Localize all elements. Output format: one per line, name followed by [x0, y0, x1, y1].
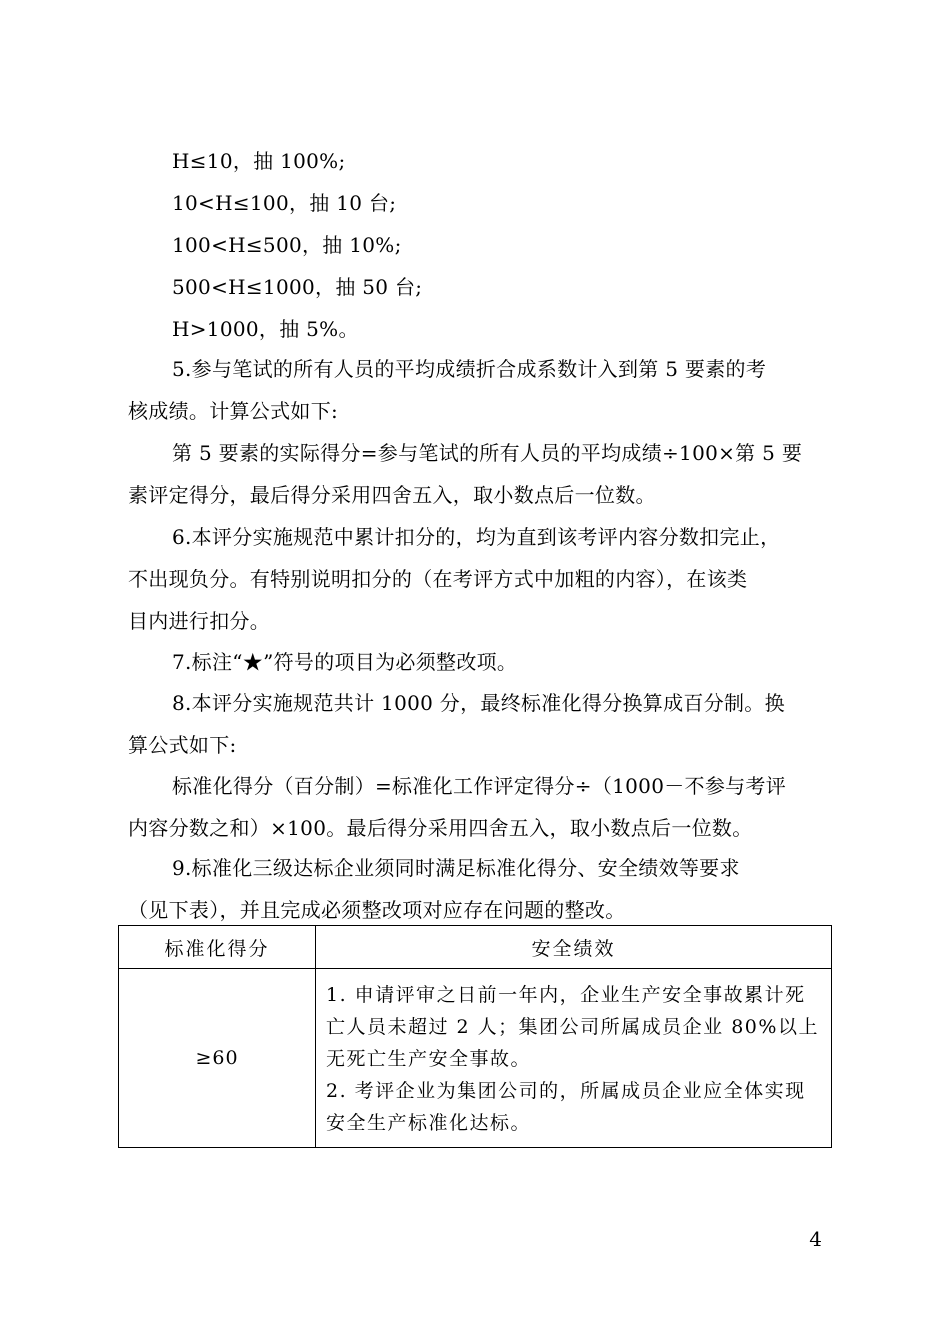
formula-5-line-1: 第 5 要素的实际得分=参与笔试的所有人员的平均成绩÷100×第 5 要: [172, 441, 803, 465]
standards-table: [118, 925, 832, 1148]
rule-line-h1: H≤10，抽 100%;: [172, 149, 346, 173]
rule-line-h2: 10<H≤100，抽 10 台;: [172, 191, 397, 215]
rule-line-h4: 500<H≤1000，抽 50 台;: [172, 275, 423, 299]
header-score: 标准化得分: [119, 926, 316, 969]
performance-item-1: 1. 申请评审之日前一年内，企业生产安全事故累计死亡人员未超过 2 人；集团公司所属成员企业 80%以上无死亡生产安全事故。: [326, 984, 819, 1070]
paragraph-6-line-3: 目内进行扣分。: [128, 609, 271, 633]
page-number: 4: [809, 1227, 822, 1251]
header-safety-performance: 安全绩效: [316, 926, 832, 969]
table-header-row: [119, 926, 832, 969]
performance-cell: [316, 969, 832, 1148]
paragraph-6-line-2: 不出现负分。有特别说明扣分的（在考评方式中加粗的内容），在该类: [128, 567, 748, 591]
paragraph-8-line-1: 8.本评分实施规范共计 1000 分，最终标准化得分换算成百分制。换: [172, 691, 785, 715]
paragraph-7: 7.标注“★”符号的项目为必须整改项。: [172, 650, 518, 674]
formula-8-line-2: 内容分数之和）×100。最后得分采用四舍五入，取小数点后一位数。: [128, 816, 753, 840]
paragraph-5-line-1: 5.参与笔试的所有人员的平均成绩折合成系数计入到第 5 要素的考: [172, 357, 767, 381]
paragraph-5-line-2: 核成绩。计算公式如下:: [128, 399, 339, 423]
rule-line-h5: H>1000，抽 5%。: [172, 317, 359, 341]
paragraph-9-line-1: 9.标准化三级达标企业须同时满足标准化得分、安全绩效等要求: [172, 856, 740, 880]
paragraph-8-line-2: 算公式如下:: [128, 733, 237, 757]
paragraph-6-line-1: 6.本评分实施规范中累计扣分的，均为直到该考评内容分数扣完止，: [172, 525, 781, 549]
rule-line-h3: 100<H≤500，抽 10%;: [172, 233, 402, 257]
formula-8-line-1: 标准化得分（百分制）=标准化工作评定得分÷（1000－不参与考评: [172, 774, 787, 798]
table-row: [119, 969, 832, 1148]
formula-5-line-2: 素评定得分，最后得分采用四舍五入，取小数点后一位数。: [128, 483, 656, 507]
score-cell: ≥60: [119, 969, 316, 1148]
paragraph-9-line-2: （见下表），并且完成必须整改项对应存在问题的整改。: [128, 898, 626, 922]
performance-item-2: 2. 考评企业为集团公司的，所属成员企业应全体实现安全生产标准化达标。: [326, 1080, 806, 1134]
